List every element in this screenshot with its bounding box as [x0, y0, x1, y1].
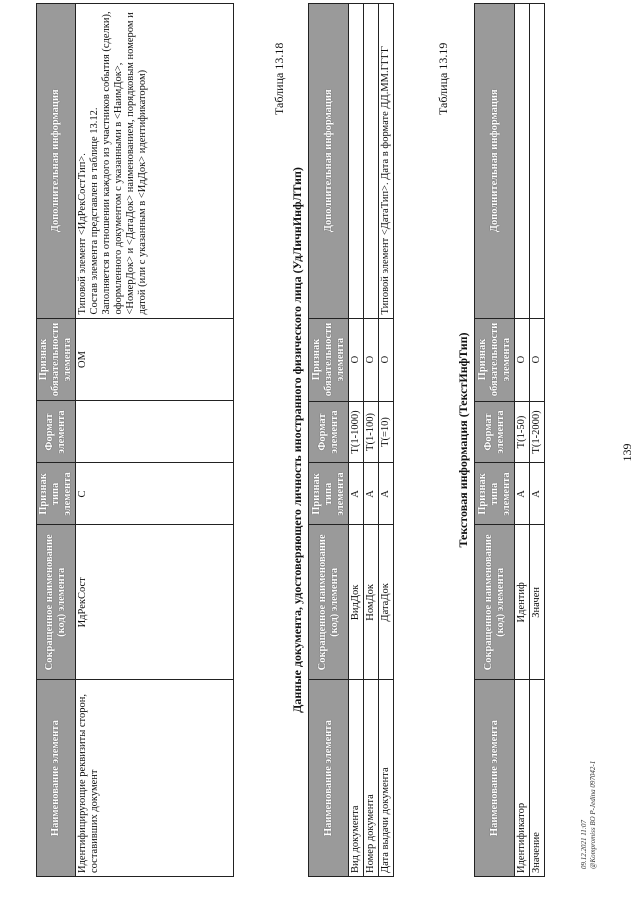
cell-format [76, 401, 234, 463]
header-code: Сокращенное наименование (код) элемента [309, 525, 349, 680]
header-format: Формат элемента [309, 401, 349, 463]
cell-name: Значение [530, 680, 545, 877]
header-type: Признак типа элемента [309, 463, 349, 525]
footer-line: @Kompromiss BO P-Jedina 097042-1 [589, 760, 597, 869]
header-name: Наименование элемента [475, 680, 515, 877]
footer-stamp [580, 761, 598, 869]
cell-code: Идентиф [515, 525, 530, 680]
info-line: Заполняется в отношении каждого из участников события (сделки), оформленного документом с указанными в <НаимДок>, <НомерДок> и <ДатаДок> наименованием, порядковым номером и датой (или с указанным в <ИдДок> идентификатором) [101, 11, 148, 315]
cell-required: ОМ [76, 318, 234, 401]
cell-name: Номер документа [364, 680, 379, 877]
cell-required: О [530, 318, 545, 401]
cell-required: О [379, 318, 394, 401]
info-line: Типовой элемент <ИдРекСостТип>. [77, 153, 88, 315]
header-required: Признак обязательности элемента [475, 318, 515, 401]
table-header-row [475, 4, 515, 877]
table-row [530, 4, 545, 877]
header-type: Признак типа элемента [475, 463, 515, 525]
table-row [515, 4, 530, 877]
table-13-19 [474, 3, 545, 877]
cell-format: T(1-2000) [530, 401, 545, 463]
table-header-row [37, 4, 76, 877]
table-number-13-19: Таблица 13.19 [436, 42, 450, 115]
cell-format: T(1-100) [364, 401, 379, 463]
cell-type: А [349, 463, 364, 525]
table-13-18 [308, 3, 394, 877]
table-number-13-18: Таблица 13.18 [272, 42, 286, 115]
footer-line: 09.12.2021 11:07 [580, 819, 588, 869]
table-top [36, 3, 234, 877]
cell-code: Значен [530, 525, 545, 680]
table-row [76, 4, 234, 877]
cell-required: О [364, 318, 379, 401]
table-title-13-19: Текстовая информация (ТекстИнфТип) [456, 332, 470, 548]
page-number: 139 [620, 443, 634, 462]
cell-type: С [76, 463, 234, 525]
cell-required: О [349, 318, 364, 401]
info-line: Состав элемента представлен в таблице 13.12. [89, 107, 100, 315]
cell-format: T(1-1000) [349, 401, 364, 463]
cell-info [364, 4, 379, 319]
cell-type: А [515, 463, 530, 525]
header-info: Дополнительная информация [309, 4, 349, 319]
cell-name: Дата выдачи документа [379, 680, 394, 877]
table-header-row [309, 4, 349, 877]
cell-format: T(1-50) [515, 401, 530, 463]
cell-info [530, 4, 545, 319]
cell-code: ВидДок [349, 525, 364, 680]
table-title-13-18: Данные документа, удостоверяющего личность иностранного физического лица (УдЛичнИнфЛТип) [290, 167, 304, 713]
cell-code: ДатаДок [379, 525, 394, 680]
cell-type: А [379, 463, 394, 525]
header-required: Признак обязательности элемента [37, 318, 76, 401]
cell-code: ИдРекСост [76, 525, 234, 680]
header-required: Признак обязательности элемента [309, 318, 349, 401]
cell-code: НомДок [364, 525, 379, 680]
cell-info [76, 4, 234, 319]
header-name: Наименование элемента [309, 680, 349, 877]
cell-info [515, 4, 530, 319]
cell-name: Идентификатор [515, 680, 530, 877]
cell-format: T(=10) [379, 401, 394, 463]
header-info: Дополнительная информация [475, 4, 515, 319]
cell-type: А [530, 463, 545, 525]
cell-required: О [515, 318, 530, 401]
header-format: Формат элемента [475, 401, 515, 463]
cell-name: Вид документа [349, 680, 364, 877]
table-row [379, 4, 394, 877]
cell-name: Идентифицирующие реквизиты сторон, составивших документ [76, 680, 234, 877]
cell-info: Типовой элемент <ДатаТип>. Дата в формате ДД.ММ.ГГГГ [379, 4, 394, 319]
table-row [364, 4, 379, 877]
header-name: Наименование элемента [37, 680, 76, 877]
header-format: Формат элемента [37, 401, 76, 463]
header-type: Признак типа элемента [37, 463, 76, 525]
header-code: Сокращенное наименование (код) элемента [475, 525, 515, 680]
header-info: Дополнительная информация [37, 4, 76, 319]
table-row [349, 4, 364, 877]
cell-info [349, 4, 364, 319]
cell-type: А [364, 463, 379, 525]
header-code: Сокращенное наименование (код) элемента [37, 525, 76, 680]
